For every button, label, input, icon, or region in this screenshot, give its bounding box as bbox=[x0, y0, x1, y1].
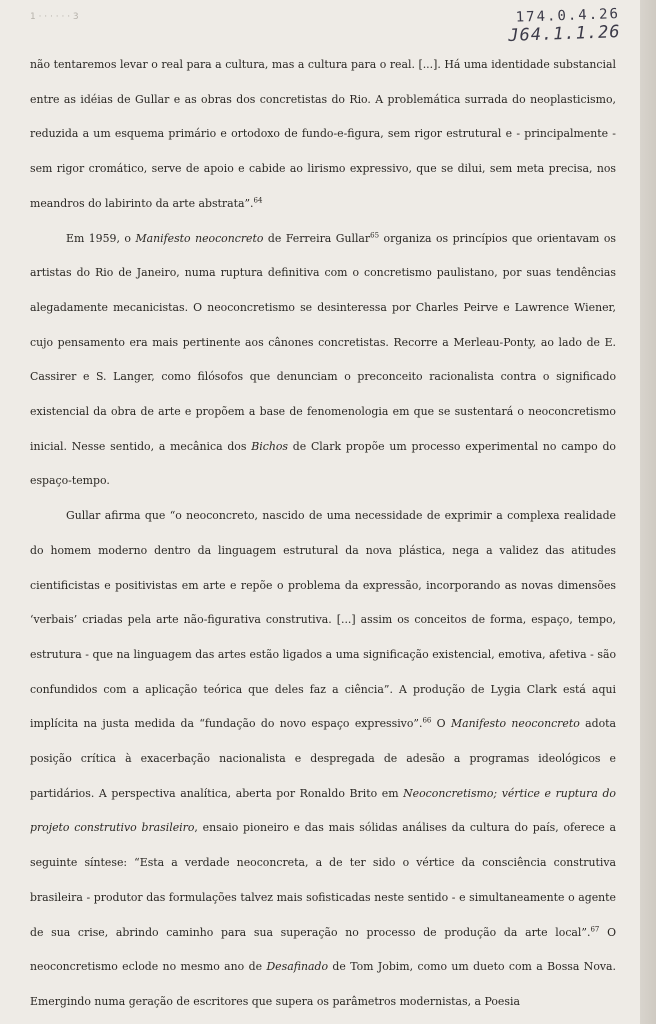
text-run: O bbox=[431, 717, 451, 731]
footnote-marker: 64 bbox=[253, 196, 263, 205]
italic-title: Bichos bbox=[251, 439, 288, 453]
paragraph bbox=[30, 499, 616, 1020]
paragraph bbox=[30, 222, 616, 500]
text-run: , ensaio pioneiro e das mais sólidas análises da cultura do país, oferece a seguinte síntese: “Esta a verdade neoconcreta, a de ter sido o vértice da consciência construtiva brasileira - produtor das formulações talvez mais sofisticadas neste sentido - e simultaneamente o agente de sua crise, abrindo caminho para sua superação no processo de produção da arte local”. bbox=[30, 821, 616, 939]
text-run: de Ferreira Gullar bbox=[263, 231, 371, 245]
text-run: adota posição crítica à exacerbação nacionalista e despregada de adesão a programas ideológicos e partidários. A perspectiva analítica, aberta por Ronaldo Brito em bbox=[30, 717, 616, 800]
footnote-marker: 66 bbox=[422, 716, 432, 725]
handwritten-archive-reference bbox=[507, 6, 621, 46]
footnote-marker: 67 bbox=[590, 924, 600, 933]
footnote-marker: 65 bbox=[370, 230, 380, 239]
archive-ref-line-1: 174.0.4.26 bbox=[515, 6, 620, 26]
archive-ref-line-2: J64.1.1.26 bbox=[507, 22, 621, 46]
text-run: de Clark propõe um processo experimental no campo do espaço-tempo. bbox=[30, 439, 616, 488]
italic-title: Manifesto neoconcreto bbox=[450, 717, 580, 731]
italic-title: Neoconcretismo; vértice e ruptura do projeto construtivo brasileiro bbox=[30, 786, 616, 835]
text-run: O neoconcretismo eclode no mesmo ano de bbox=[30, 925, 617, 974]
text-run: não tentaremos levar o real para a cultura, mas a cultura para o real. [...]. Há uma identidade substancial entre as idéias de Gullar e as obras dos concretistas do Rio. A problemática surrada do neoplasticismo, reduzida a um esquema primário e ortodoxo de fundo-e-figura, sem rigor estrutural e - principalmente - sem rigor cromático, serve de apoio e cabide ao lirismo expressivo, que se dilui, sem meta precisa, nos meandros do labirinto da arte abstrata”. bbox=[30, 58, 616, 210]
text-run: organiza os princípios que orientavam os artistas do Rio de Janeiro, numa ruptura definitiva com o concretismo paulistano, por suas tendências alegadamente mecanicistas. O neoconcretismo se desinteressa por Charles Peirve e Lawrence Wiener, cujo pensamento era mais pertinente aos cânones concretistas. Recorre a Merleau-Ponty, ao lado de E. Cassirer e S. Langer, como filósofos que denunciam o preconceito racionalista contra o significado existencial da obra de arte e propõem a base de fenomenologia em que se sustentará o neoconcretismo inicial. Nesse sentido, a mecânica dos bbox=[30, 231, 616, 453]
paragraph bbox=[30, 48, 616, 222]
italic-title: Manifesto neoconcreto bbox=[135, 231, 264, 245]
text-run: Em 1959, o bbox=[66, 231, 136, 245]
faint-archive-mark: 1 · · · · · · 3 bbox=[30, 12, 79, 22]
italic-title: Desafinado bbox=[266, 960, 328, 974]
scan-edge bbox=[640, 0, 656, 1024]
text-run: de Tom Jobim, como um dueto com a Bossa Nova. Emergindo numa geração de escritores que supera os parâmetros modernistas, a Poesia bbox=[30, 960, 616, 1008]
text-run: Gullar afirma que “o neoconcreto, nascido de uma necessidade de exprimir a complexa realidade do homem moderno dentro da linguagem estrutural da nova plástica, nega a validez das atitudes cientificistas e positivistas em arte e repõe o problema da expressão, incorporando as novas dimensões ‘verbais’ criadas pela arte não-figurativa construtiva. [...] assim os conceitos de forma, espaço, tempo, estrutura - que na linguagem das artes estão ligados a uma significação existencial, emotiva, afetiva - são confundidos com a aplicação teórica que deles faz a ciência”. A produção de Lygia Clark está aqui implícita na justa medida da “fundação do novo espaço expressivo”. bbox=[30, 509, 616, 731]
body-text bbox=[30, 48, 616, 1020]
